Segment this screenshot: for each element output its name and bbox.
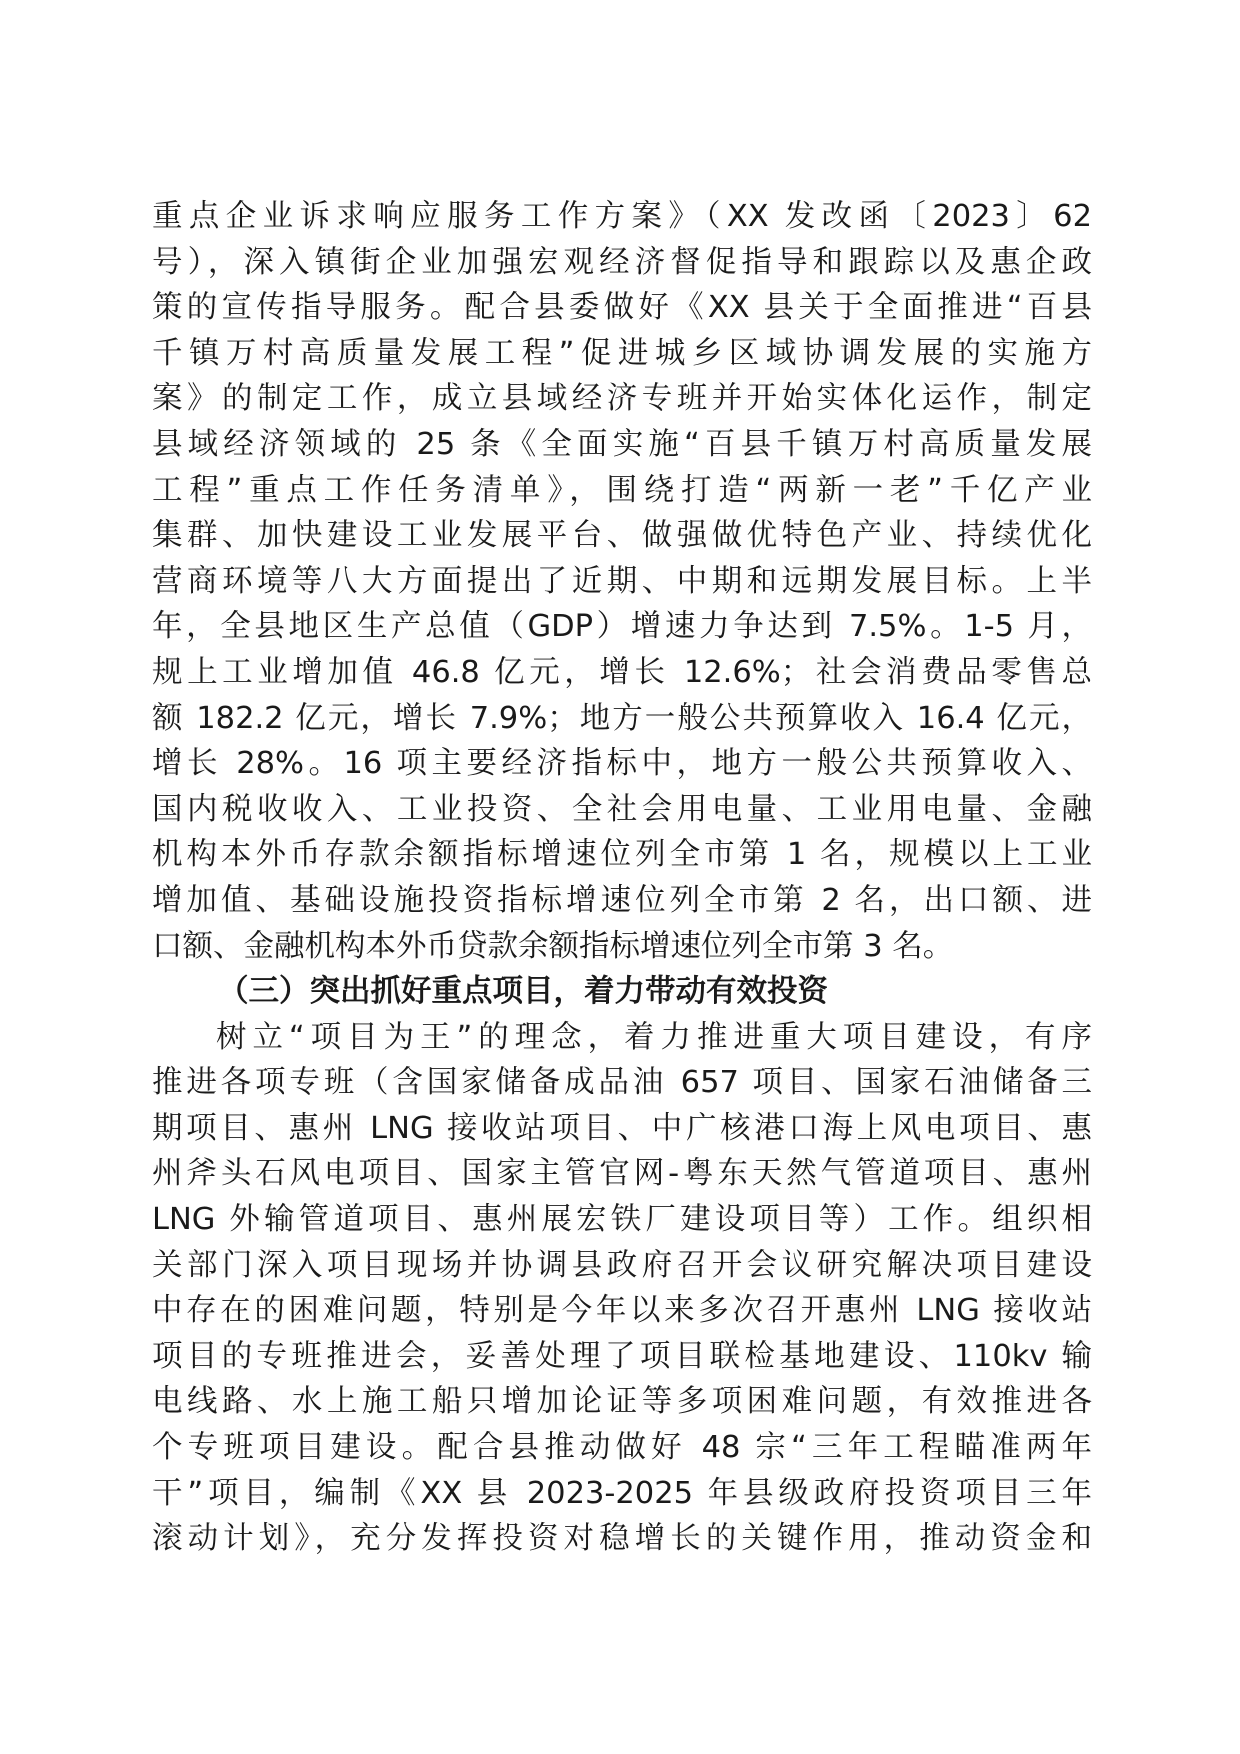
- paragraph-line: 口额、金融机构本外币贷款余额指标增速位列全市第 3 名。: [152, 928, 954, 964]
- paragraph-line: 中存在的困难问题，特别是今年以来多次召开惠州 LNG 接收站: [152, 1293, 1092, 1329]
- paragraph-line: 个专班项目建设。配合县推动做好 48 宗“三年工程瞄准两年: [152, 1430, 1092, 1466]
- paragraph-line: 项目的专班推进会，妥善处理了项目联检基地建设、110kv 输: [152, 1338, 1092, 1374]
- paragraph-line: 机构本外币存款余额指标增速位列全市第 1 名，规模以上工业: [152, 837, 1092, 873]
- paragraph-line: 额 182.2 亿元，增长 7.9%；地方一般公共预算收入 16.4 亿元，: [152, 700, 1092, 736]
- paragraph-line: 规上工业增加值 46.8 亿元，增长 12.6%；社会消费品零售总: [152, 654, 1092, 690]
- paragraph-line: 关部门深入项目现场并协调县政府召开会议研究解决项目建设: [152, 1247, 1092, 1283]
- paragraph-line: 期项目、惠州 LNG 接收站项目、中广核港口海上风电项目、惠: [152, 1110, 1092, 1146]
- paragraph-line: 号），深入镇街企业加强宏观经济督促指导和跟踪以及惠企政: [152, 244, 1092, 280]
- paragraph-line: 推进各项专班（含国家储备成品油 657 项目、国家石油储备三: [152, 1065, 1092, 1101]
- paragraph-line: 增长 28%。16 项主要经济指标中，地方一般公共预算收入、: [152, 746, 1092, 782]
- section-heading: （三）突出抓好重点项目，着力带动有效投资: [218, 974, 828, 1010]
- paragraph-line: 年，全县地区生产总值（GDP）增速力争达到 7.5%。1-5 月，: [152, 609, 1092, 645]
- paragraph-line: 千镇万村高质量发展工程”促进城乡区域协调发展的实施方: [152, 335, 1092, 371]
- paragraph-line: 重点企业诉求响应服务工作方案》（XX 发改函〔2023〕62: [152, 199, 1092, 234]
- paragraph-line: 干”项目，编制《XX 县 2023-2025 年县级政府投资项目三年: [152, 1475, 1092, 1511]
- paragraph-line: 国内税收收入、工业投资、全社会用电量、工业用电量、金融: [152, 791, 1092, 827]
- paragraph-line: 案》的制定工作，成立县域经济专班并开始实体化运作，制定: [152, 381, 1092, 417]
- paragraph-line: 电线路、水上施工船只增加论证等多项困难问题，有效推进各: [152, 1384, 1092, 1420]
- paragraph-line: 滚动计划》，充分发挥投资对稳增长的关键作用，推动资金和: [152, 1521, 1092, 1557]
- paragraph-line: 州斧头石风电项目、国家主管官网-粤东天然气管道项目、惠州: [152, 1156, 1092, 1192]
- paragraph-line: 集群、加快建设工业发展平台、做强做优特色产业、持续优化: [152, 518, 1092, 554]
- paragraph-line: 增加值、基础设施投资指标增速位列全市第 2 名，出口额、进: [152, 882, 1092, 918]
- paragraph-line: LNG 外输管道项目、惠州展宏铁厂建设项目等）工作。组织相: [152, 1202, 1092, 1238]
- paragraph-2: [152, 1015, 1092, 1562]
- paragraph-line: 县域经济领域的 25 条《全面实施“百县千镇万村高质量发展: [152, 426, 1092, 462]
- paragraph-line: 树立“项目为王”的理念，着力推进重大项目建设，有序: [216, 1019, 1092, 1055]
- paragraph-line: 营商环境等八大方面提出了近期、中期和远期发展目标。上半: [152, 563, 1092, 599]
- document-body: [152, 194, 1092, 1562]
- paragraph-line: 工程”重点工作任务清单》，围绕打造“两新一老”千亿产业: [152, 472, 1092, 508]
- paragraph-line: 策的宣传指导服务。配合县委做好《XX 县关于全面推进“百县: [152, 290, 1092, 326]
- paragraph-1: [152, 194, 1092, 969]
